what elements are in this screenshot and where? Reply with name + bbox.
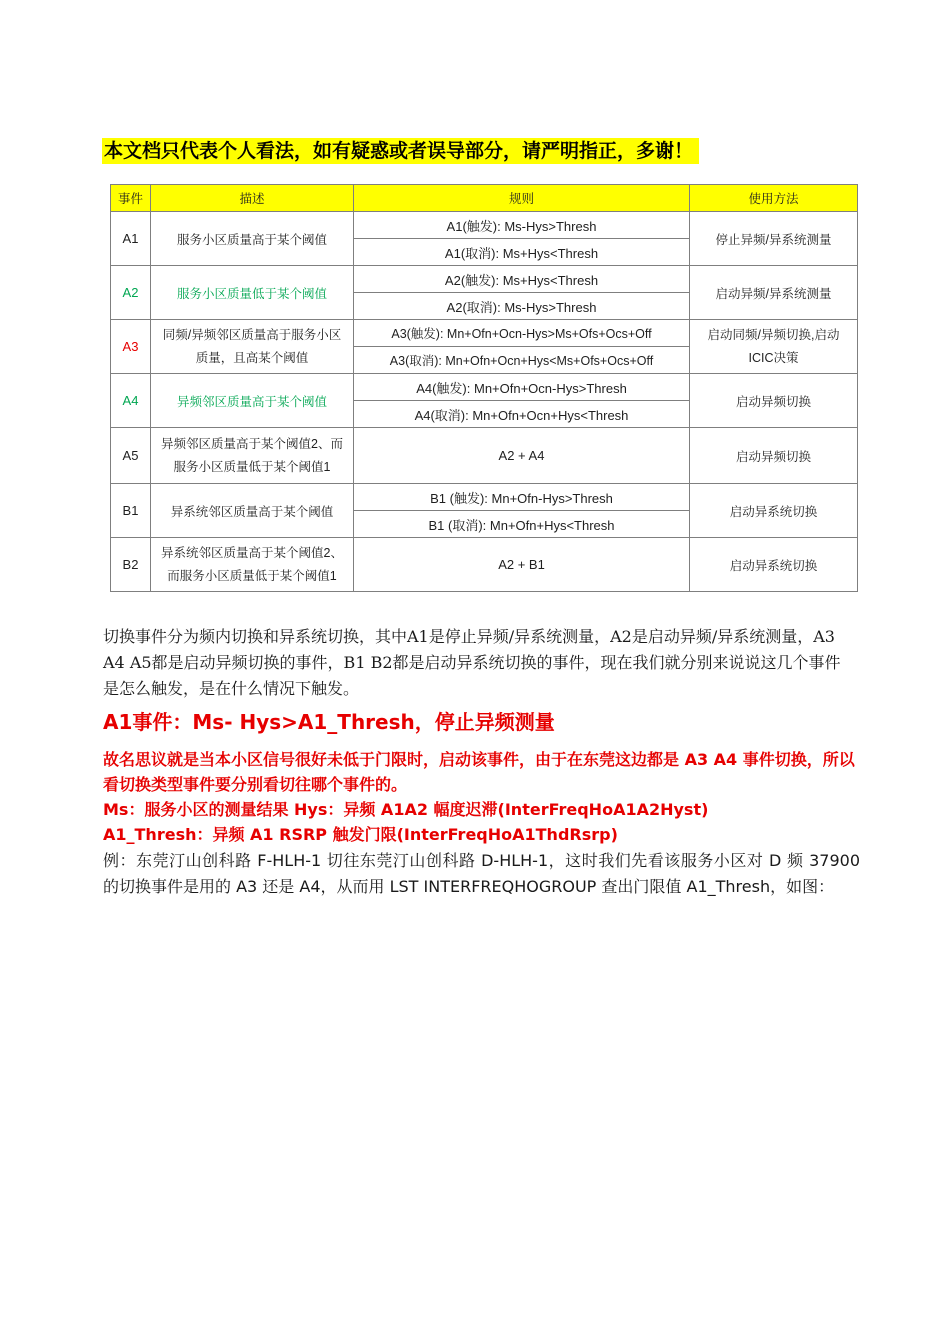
- rule-trigger-cell: A3(触发): Mn+Ofn+Ocn-Hys>Ms+Ofs+Ocs+Off: [354, 320, 690, 347]
- event-table: [110, 184, 858, 592]
- thresh-definition: A1_Thresh：异频 A1 RSRP 触发门限(InterFreqHoA1ThdRsrp): [103, 825, 618, 844]
- event-cell: A2: [111, 266, 151, 320]
- description-line-1: 异频邻区质量高于某个阈值2、而: [161, 436, 343, 451]
- table-row: [111, 320, 858, 347]
- rule-cancel-cell: A3(取消): Mn+Ofn+Ocn+Hys<Ms+Ofs+Ocs+Off: [354, 347, 690, 374]
- ms-definition: Ms：服务小区的测量结果 Hys：异频 A1A2 幅度迟滞(InterFreqHoA1A2Hyst): [103, 800, 709, 819]
- rule-cell: A2 + B1: [354, 538, 690, 592]
- usage-cell: 启动异系统切换: [690, 484, 858, 538]
- description-cell: 异频邻区质量高于某个阈值: [151, 374, 354, 428]
- event-cell: A4: [111, 374, 151, 428]
- event-cell: A5: [111, 428, 151, 484]
- usage-cell: [690, 320, 858, 374]
- description-cell: 服务小区质量低于某个阈值: [151, 266, 354, 320]
- rule-trigger-cell: A2(触发): Ms+Hys<Thresh: [354, 266, 690, 293]
- usage-cell: 启动异系统切换: [690, 538, 858, 592]
- event-cell: A3: [111, 320, 151, 374]
- table-header-row: [111, 185, 858, 212]
- example-paragraph: 例：东莞汀山创科路 F-HLH-1 切往东莞汀山创科路 D-HLH-1，这时我们先看该服务小区对 D 频 37900 的切换事件是用的 A3 还是 A4，从而用 LST INTERFREQHOGROUP 查出门限值 A1_Thresh，如图：: [103, 851, 860, 896]
- event-cell: B2: [111, 538, 151, 592]
- header-event: 事件: [111, 185, 151, 212]
- table-row: [111, 212, 858, 239]
- header-rule: 规则: [354, 185, 690, 212]
- description-line-2: 质量，且高某个阈值: [195, 350, 309, 365]
- usage-line-2: ICIC决策: [748, 350, 799, 365]
- usage-cell: 启动异频/异系统测量: [690, 266, 858, 320]
- rule-cancel-cell: A4(取消): Mn+Ofn+Ocn+Hys<Thresh: [354, 401, 690, 428]
- header-usage: 使用方法: [690, 185, 858, 212]
- event-cell: A1: [111, 212, 151, 266]
- description-line-2: 而服务小区质量低于某个阈值1: [167, 568, 337, 583]
- description-cell: [151, 320, 354, 374]
- rule-cancel-cell: A2(取消): Ms-Hys>Thresh: [354, 293, 690, 320]
- rule-trigger-cell: A1(触发): Ms-Hys>Thresh: [354, 212, 690, 239]
- section-heading: A1事件：Ms- Hys>A1_Thresh，停止异频测量: [103, 710, 555, 734]
- intro-paragraph: 切换事件分为频内切换和异系统切换，其中A1是停止异频/异系统测量，A2是启动异频/异系统测量，A3 A4 A5都是启动异频切换的事件，B1 B2都是启动异系统切换的事件，现在我们就分别来说说这几个事件是怎么触发，是在什么情况下触发。: [103, 627, 841, 698]
- description-line-2: 服务小区质量低于某个阈值1: [173, 459, 331, 474]
- rule-cell: A2 + A4: [354, 428, 690, 484]
- table-row: [111, 484, 858, 511]
- disclaimer-banner: 本文档只代表个人看法，如有疑惑或者误导部分，请严明指正，多谢！: [102, 138, 699, 164]
- table-row: [111, 266, 858, 293]
- usage-line-1: 启动同频/异频切换,启动: [707, 327, 840, 342]
- rule-trigger-cell: B1 (触发): Mn+Ofn-Hys>Thresh: [354, 484, 690, 511]
- header-description: 描述: [151, 185, 354, 212]
- explanation-paragraph: 故名思议就是当本小区信号很好未低于门限时，启动该事件，由于在东莞这边都是 A3 A4 事件切换，所以看切换类型事件要分别看切往哪个事件的。: [103, 750, 855, 794]
- description-line-1: 异系统邻区质量高于某个阈值2、: [161, 545, 343, 560]
- event-cell: B1: [111, 484, 151, 538]
- description-cell: [151, 538, 354, 592]
- table-row: [111, 374, 858, 401]
- description-line-1: 同频/异频邻区质量高于服务小区: [162, 327, 342, 342]
- rule-cancel-cell: B1 (取消): Mn+Ofn+Hys<Thresh: [354, 511, 690, 538]
- rule-cancel-cell: A1(取消): Ms+Hys<Thresh: [354, 239, 690, 266]
- table-row: [111, 538, 858, 592]
- usage-cell: 停止异频/异系统测量: [690, 212, 858, 266]
- usage-cell: 启动异频切换: [690, 428, 858, 484]
- table-row: [111, 428, 858, 484]
- description-cell: 服务小区质量高于某个阈值: [151, 212, 354, 266]
- description-cell: 异系统邻区质量高于某个阈值: [151, 484, 354, 538]
- rule-trigger-cell: A4(触发): Mn+Ofn+Ocn-Hys>Thresh: [354, 374, 690, 401]
- usage-cell: 启动异频切换: [690, 374, 858, 428]
- description-cell: [151, 428, 354, 484]
